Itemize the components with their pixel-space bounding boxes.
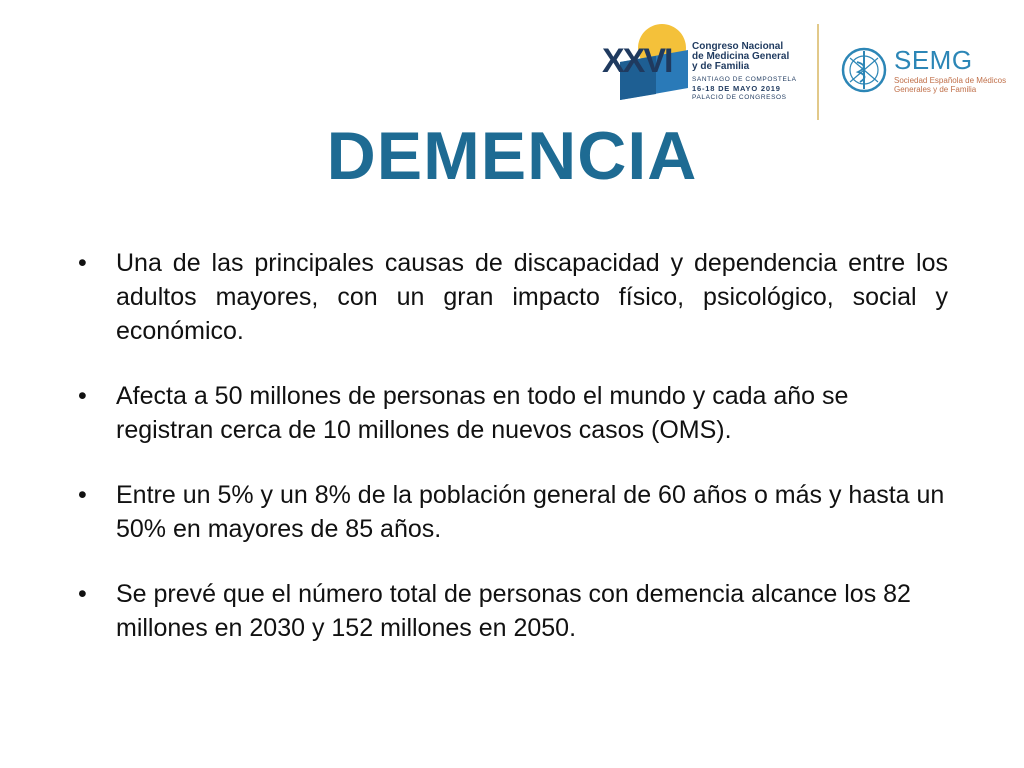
congress-location: SANTIAGO DE COMPOSTELA xyxy=(692,76,797,83)
congress-text xyxy=(692,42,797,102)
bullet-dot: • xyxy=(78,580,87,608)
semg-tagline-line: Generales y de Familia xyxy=(894,85,977,94)
congress-emblem xyxy=(600,22,692,104)
bullet-text: Una de las principales causas de discapacidad y dependencia entre los adultos mayores, con un gran impacto físico, psicológico, social y económico. xyxy=(116,249,948,345)
congress-name-line: Congreso Nacional xyxy=(692,41,784,52)
bullet-item xyxy=(78,379,948,447)
bullet-dot: • xyxy=(78,249,87,277)
bullet-text: Entre un 5% y un 8% de la población general de 60 años o más y hasta un 50% en mayores de 85 años. xyxy=(116,481,945,543)
bullet-item xyxy=(78,246,948,348)
bullet-item xyxy=(78,577,948,645)
bullet-dot: • xyxy=(78,382,87,410)
congress-logo xyxy=(600,22,800,104)
semg-logo xyxy=(840,44,1007,100)
congress-name-line: de Medicina General xyxy=(692,51,790,62)
congress-dates: 16-18 DE MAYO 2019 xyxy=(692,84,781,93)
semg-name: SEMG xyxy=(894,45,973,75)
semg-tagline xyxy=(894,76,1006,94)
bullet-text: Afecta a 50 millones de personas en todo el mundo y cada año se registran cerca de 10 millones de nuevos casos (OMS). xyxy=(116,382,849,444)
congress-venue: PALACIO DE CONGRESOS xyxy=(692,94,787,101)
bullet-list xyxy=(78,246,948,676)
semg-tagline-line: Sociedad Española de Médicos xyxy=(894,76,1007,85)
slide-title: DEMENCIA xyxy=(326,118,698,194)
logo-divider xyxy=(817,24,819,120)
semg-emblem-icon xyxy=(840,46,888,94)
bullet-item xyxy=(78,478,948,546)
bullet-text: Se prevé que el número total de personas con demencia alcance los 82 millones en 2030 y 152 millones en 2050. xyxy=(116,580,911,642)
congress-numeral: XXVI xyxy=(602,42,672,80)
bullet-dot: • xyxy=(78,481,87,509)
congress-name-line: y de Familia xyxy=(692,61,750,72)
